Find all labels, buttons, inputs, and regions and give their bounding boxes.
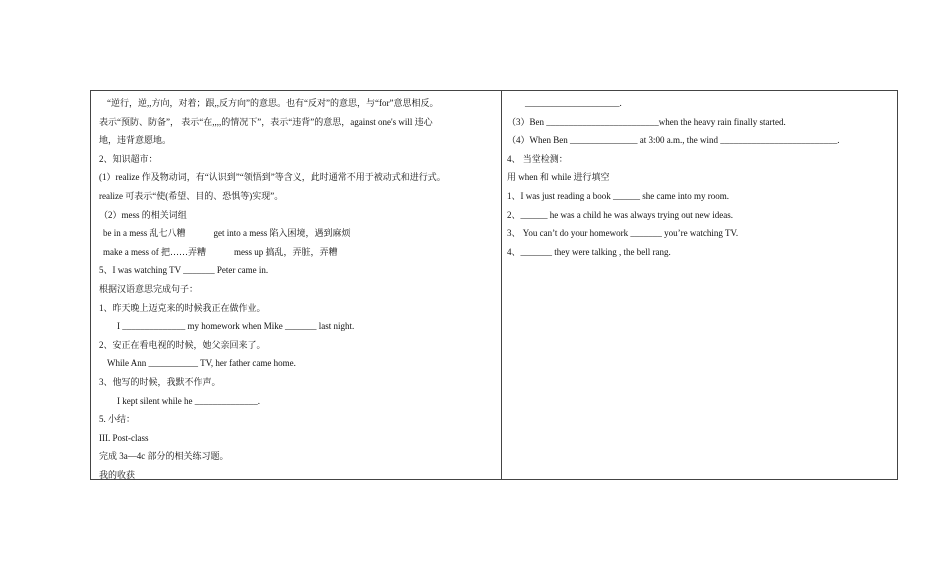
- text-line: I kept silent while he ______________.: [117, 395, 260, 406]
- text-line: While Ann ___________ TV, her father came home.: [107, 358, 296, 369]
- text-line: realize 可表示“使(希望、目的、恐惧等)实现”。: [99, 190, 284, 201]
- text-line: 完成 3a—4c 部分的相关练习题。: [99, 451, 229, 462]
- phrase: be in a mess 乱七八糟: [103, 228, 186, 239]
- phrase: get into a mess 陷入困境，遇到麻烦: [213, 228, 351, 239]
- text-line: 5. 小结：: [99, 414, 136, 425]
- text-line: 2、安正在看电视的时候，她父亲回来了。: [99, 339, 266, 350]
- text-line: 3、他写的时候，我默不作声。: [99, 376, 221, 387]
- text-line: 根据汉语意思完成句子：: [99, 283, 199, 294]
- phrase-row: [99, 243, 495, 262]
- text-line: （4）When Ben _______________ at 3:00 a.m., the wind __________________________.: [507, 135, 840, 146]
- text-line: 我的收获: [99, 469, 136, 479]
- phrase: mess up 搞乱，弄脏，弄糟: [233, 246, 338, 257]
- text-line: 3、 You can’t do your homework _______ you’re watching TV.: [507, 228, 739, 239]
- text-line: 地，违背意愿地。: [99, 135, 172, 146]
- phrase: make a mess of 把……弄糟: [103, 246, 206, 257]
- phrase-row: [99, 224, 495, 243]
- text-line: 4、_______ they were talking , the bell rang.: [507, 246, 671, 257]
- left-column: [91, 91, 502, 479]
- text-line: _____________________.: [525, 98, 622, 108]
- text-line: 用 when 和 while 进行填空: [507, 172, 610, 183]
- worksheet-table: [90, 90, 898, 480]
- text-line: I ______________ my homework when Mike _______ last night.: [117, 321, 355, 332]
- text-line: (1）realize 作及物动词，有“认识到”“领悟到”等含义，此时通常不用于被动式和进行式。: [99, 172, 446, 183]
- text-line: III. Post-class: [99, 432, 149, 443]
- right-column: [502, 91, 897, 479]
- text-line: 2、______ he was a child he was always trying out new ideas.: [507, 209, 733, 220]
- text-line: （3）Ben _________________________when the heavy rain finally started.: [507, 116, 786, 127]
- text-line: 2、知识超市：: [99, 153, 158, 164]
- text-line: 表示“预防、防备”， 表示“在,,,,的情况下”，表示“违背”的意思，against one's will 违心: [99, 116, 433, 127]
- text-line: 5、I was watching TV _______ Peter came in.: [99, 265, 269, 276]
- text-line: 1、昨天晚上迈克来的时候我正在做作业。: [99, 302, 266, 313]
- text-line: 4、 当堂检测：: [507, 153, 568, 164]
- text-line: 1、I was just reading a book ______ she came into my room.: [507, 190, 729, 201]
- text-line: （2）mess 的相关词组: [99, 209, 187, 220]
- text-line: “逆行，逆,,方向，对着；跟,,反方向”的意思。也有“反对”的意思，与“for”意思相反。: [107, 98, 439, 108]
